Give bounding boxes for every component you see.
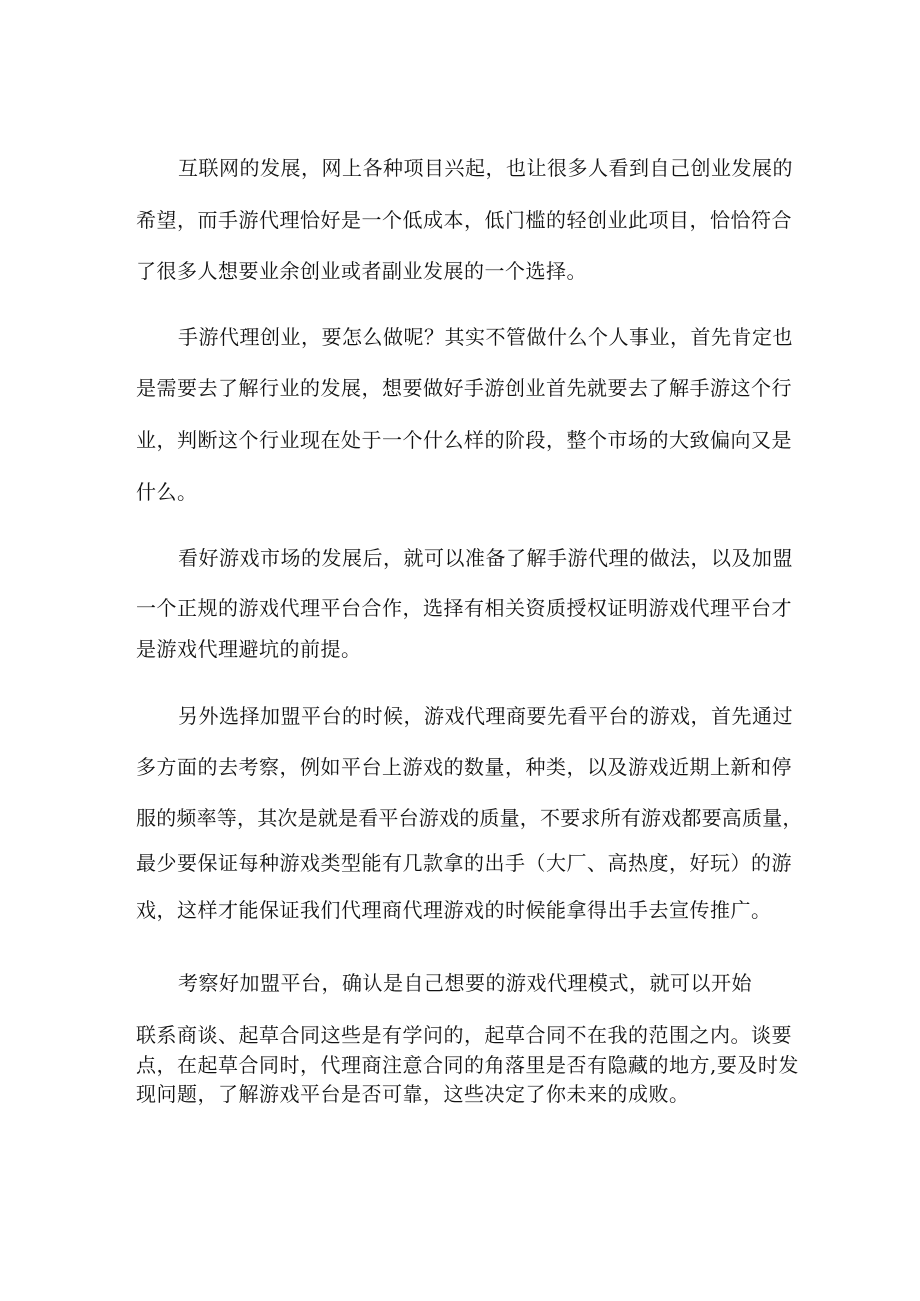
paragraph-4-line-2: 多方面的去考察，例如平台上游戏的数量，种类，以及游戏近期上新和停 — [136, 755, 792, 779]
paragraph-1-line-1: 互联网的发展，网上各种项目兴起，也让很多人看到自己创业发展的 — [178, 156, 793, 180]
paragraph-6-line-2: 点，在起草合同时，代理商注意合同的角落里是否有隐藏的地方,要及时发 — [136, 1053, 799, 1077]
paragraph-2-line-3: 业，判断这个行业现在处于一个什么样的阶段，整个市场的大致偏向又是 — [136, 428, 792, 452]
paragraph-2-line-4: 什么。 — [136, 480, 198, 504]
paragraph-6-line-1: 联系商谈、起草合同这些是有学问的，起草合同不在我的范围之内。谈要 — [136, 1023, 792, 1047]
paragraph-4-line-1: 另外选择加盟平台的时候，游戏代理商要先看平台的游戏，首先通过 — [178, 704, 793, 728]
paragraph-1-line-3: 了很多人想要业余创业或者副业发展的一个选择。 — [136, 259, 587, 283]
paragraph-3-line-3: 是游戏代理避坑的前提。 — [136, 637, 362, 661]
paragraph-4-line-3: 服的频率等，其次是就是看平台游戏的质量，不要求所有游戏都要高质量， — [136, 806, 803, 830]
paragraph-2-line-2: 是需要去了解行业的发展，想要做好手游创业首先就要去了解手游这个行 — [136, 376, 792, 400]
paragraph-5-line-1: 考察好加盟平台，确认是自己想要的游戏代理模式，就可以开始 — [178, 971, 752, 995]
paragraph-1-line-2: 希望，而手游代理恰好是一个低成本，低门槛的轻创业此项目，恰恰符合 — [136, 208, 792, 232]
paragraph-3-line-2: 一个正规的游戏代理平台合作，选择有相关资质授权证明游戏代理平台才 — [136, 596, 792, 620]
paragraph-6-line-3: 现问题，了解游戏平台是否可靠，这些决定了你未来的成败。 — [136, 1082, 690, 1106]
paragraph-2-line-1: 手游代理创业，要怎么做呢？其实不管做什么个人事业，首先肯定也 — [178, 325, 793, 349]
paragraph-3-line-1: 看好游戏市场的发展后，就可以准备了解手游代理的做法，以及加盟 — [178, 546, 793, 570]
paragraph-4-line-5: 戏，这样才能保证我们代理商代理游戏的时候能拿得出手去宣传推广。 — [136, 898, 772, 922]
paragraph-4-line-4: 最少要保证每种游戏类型能有几款拿的出手（大厂、高热度，好玩）的游 — [136, 851, 792, 875]
